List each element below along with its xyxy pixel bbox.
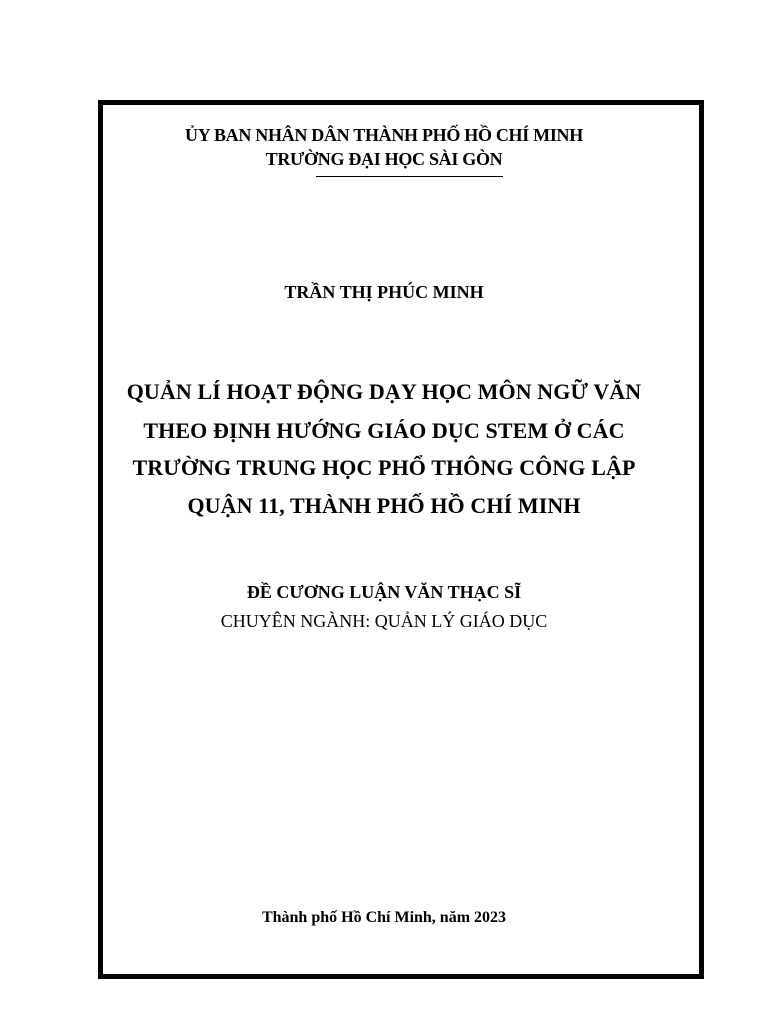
- thesis-title-line-1: QUẢN LÍ HOẠT ĐỘNG DẠY HỌC MÔN NGỮ VĂN: [126, 379, 642, 404]
- document-type: ĐỀ CƯƠNG LUẬN VĂN THẠC SĨ: [246, 582, 522, 602]
- author-name: TRẦN THỊ PHÚC MINH: [284, 282, 484, 302]
- university-heading: TRƯỜNG ĐẠI HỌC SÀI GÒN: [265, 149, 503, 169]
- committee-heading: ỦY BAN NHÂN DÂN THÀNH PHỐ HỒ CHÍ MINH: [185, 125, 583, 145]
- page-border: [98, 100, 704, 979]
- header-divider: [316, 176, 503, 177]
- thesis-title-line-4: QUẬN 11, THÀNH PHỐ HỒ CHÍ MINH: [187, 493, 581, 518]
- thesis-title-line-3: TRƯỜNG TRUNG HỌC PHỔ THÔNG CÔNG LẬP: [132, 455, 636, 480]
- major-line: CHUYÊN NGÀNH: QUẢN LÝ GIÁO DỤC: [220, 611, 548, 631]
- place-year: Thành phố Hồ Chí Minh, năm 2023: [261, 909, 507, 926]
- thesis-title-line-2: THEO ĐỊNH HƯỚNG GIÁO DỤC STEM Ở CÁC: [143, 418, 625, 443]
